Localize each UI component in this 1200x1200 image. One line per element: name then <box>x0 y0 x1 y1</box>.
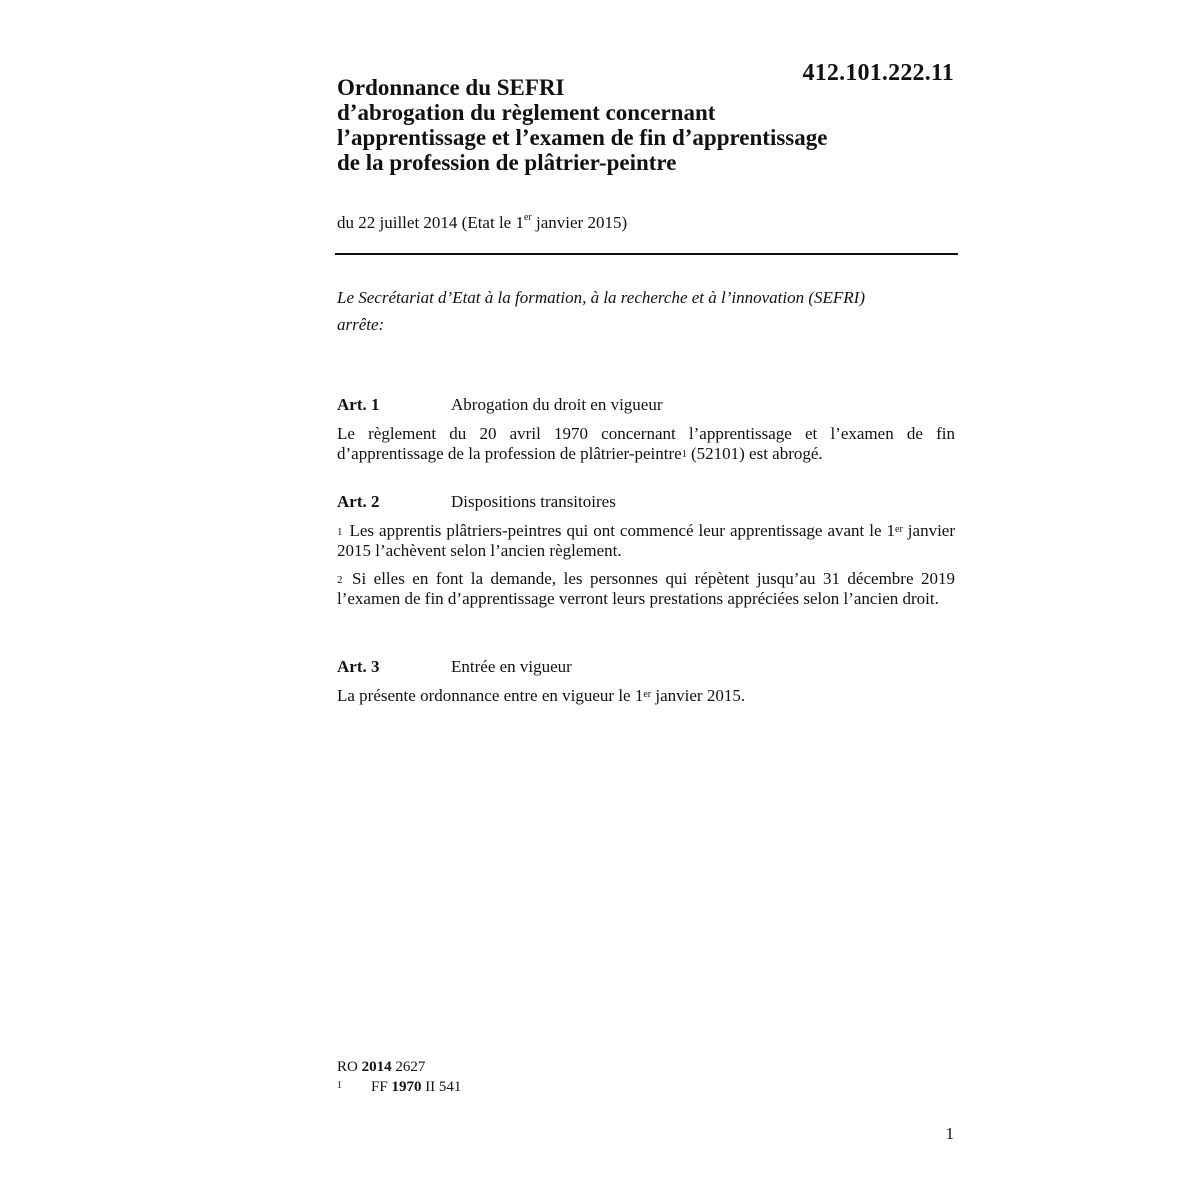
paragraph-text: Le règlement du 20 avril 1970 concernant l’apprentissage et l’examen de fin d’apprentissage de la profession de plâtrier-peintre <box>337 424 955 463</box>
article-heading <box>337 491 955 513</box>
article-title: Entrée en vigueur <box>451 657 572 676</box>
superscript: er <box>643 689 652 700</box>
paragraph-text: janvier 2015 l’achèvent selon l’ancien règlement. <box>337 521 956 560</box>
ff-prefix: FF <box>371 1079 392 1095</box>
article-1 <box>337 394 955 464</box>
article-paragraph <box>337 521 955 561</box>
document-title <box>337 75 897 175</box>
sr-number: 412.101.222.11 <box>802 60 954 86</box>
preamble-line: Le Secrétariat d’Etat à la formation, à la recherche et à l’innovation (SEFRI) <box>337 288 865 307</box>
article-title: Dispositions transitoires <box>451 492 616 511</box>
paragraph-marker: 1 <box>337 526 343 538</box>
footnote-marker: 1 <box>337 1080 342 1091</box>
title-line: d’abrogation du règlement concernant <box>337 100 716 125</box>
footnote-reference[interactable]: 1 <box>681 449 687 460</box>
footnote <box>337 1079 461 1096</box>
page-number: 1 <box>945 1124 954 1143</box>
article-number: Art. 3 <box>337 657 380 676</box>
title-line: l’apprentissage et l’examen de fin d’apprentissage <box>337 125 828 150</box>
ff-suffix: II 541 <box>421 1079 462 1095</box>
article-heading <box>337 394 955 416</box>
paragraph-text: La présente ordonnance entre en vigueur le 1 <box>337 686 644 705</box>
document-date <box>337 213 627 233</box>
paragraph-marker: 2 <box>337 574 343 586</box>
article-heading <box>337 656 955 678</box>
ro-reference <box>337 1059 425 1076</box>
article-number: Art. 1 <box>337 395 380 414</box>
paragraph-text: Les apprentis plâtriers-peintres qui ont commencé leur apprentissage avant le 1 <box>344 521 896 540</box>
paragraph-text: (52101) est abrogé. <box>686 444 823 463</box>
date-suffix: janvier 2015) <box>531 213 628 232</box>
paragraph-text: Si elles en font la demande, les personnes qui répètent jusqu’au 31 décembre 2019 l’examen de fin d’apprentissage verront leurs prestations appréciées selon l’ancien droit. <box>337 569 955 608</box>
title-line: Ordonnance du SEFRI <box>337 75 565 100</box>
preamble <box>337 284 865 338</box>
ro-year: 2014 <box>361 1059 392 1075</box>
article-3 <box>337 656 955 706</box>
article-number: Art. 2 <box>337 492 380 511</box>
header-divider <box>335 253 958 255</box>
ro-page: 2627 <box>391 1059 426 1075</box>
article-paragraph <box>337 424 955 464</box>
article-title: Abrogation du droit en vigueur <box>451 395 663 414</box>
paragraph-text: janvier 2015. <box>651 686 746 705</box>
superscript: er <box>895 524 903 535</box>
article-paragraph <box>337 686 955 706</box>
ro-prefix: RO <box>337 1059 362 1075</box>
date-prefix: du 22 juillet 2014 (Etat le 1 <box>337 213 524 232</box>
preamble-line: arrête: <box>337 315 385 334</box>
ff-year: 1970 <box>391 1079 422 1095</box>
title-line: de la profession de plâtrier-peintre <box>337 150 677 175</box>
date-superscript: er <box>523 212 532 223</box>
article-2 <box>337 491 955 609</box>
article-paragraph <box>337 569 955 609</box>
